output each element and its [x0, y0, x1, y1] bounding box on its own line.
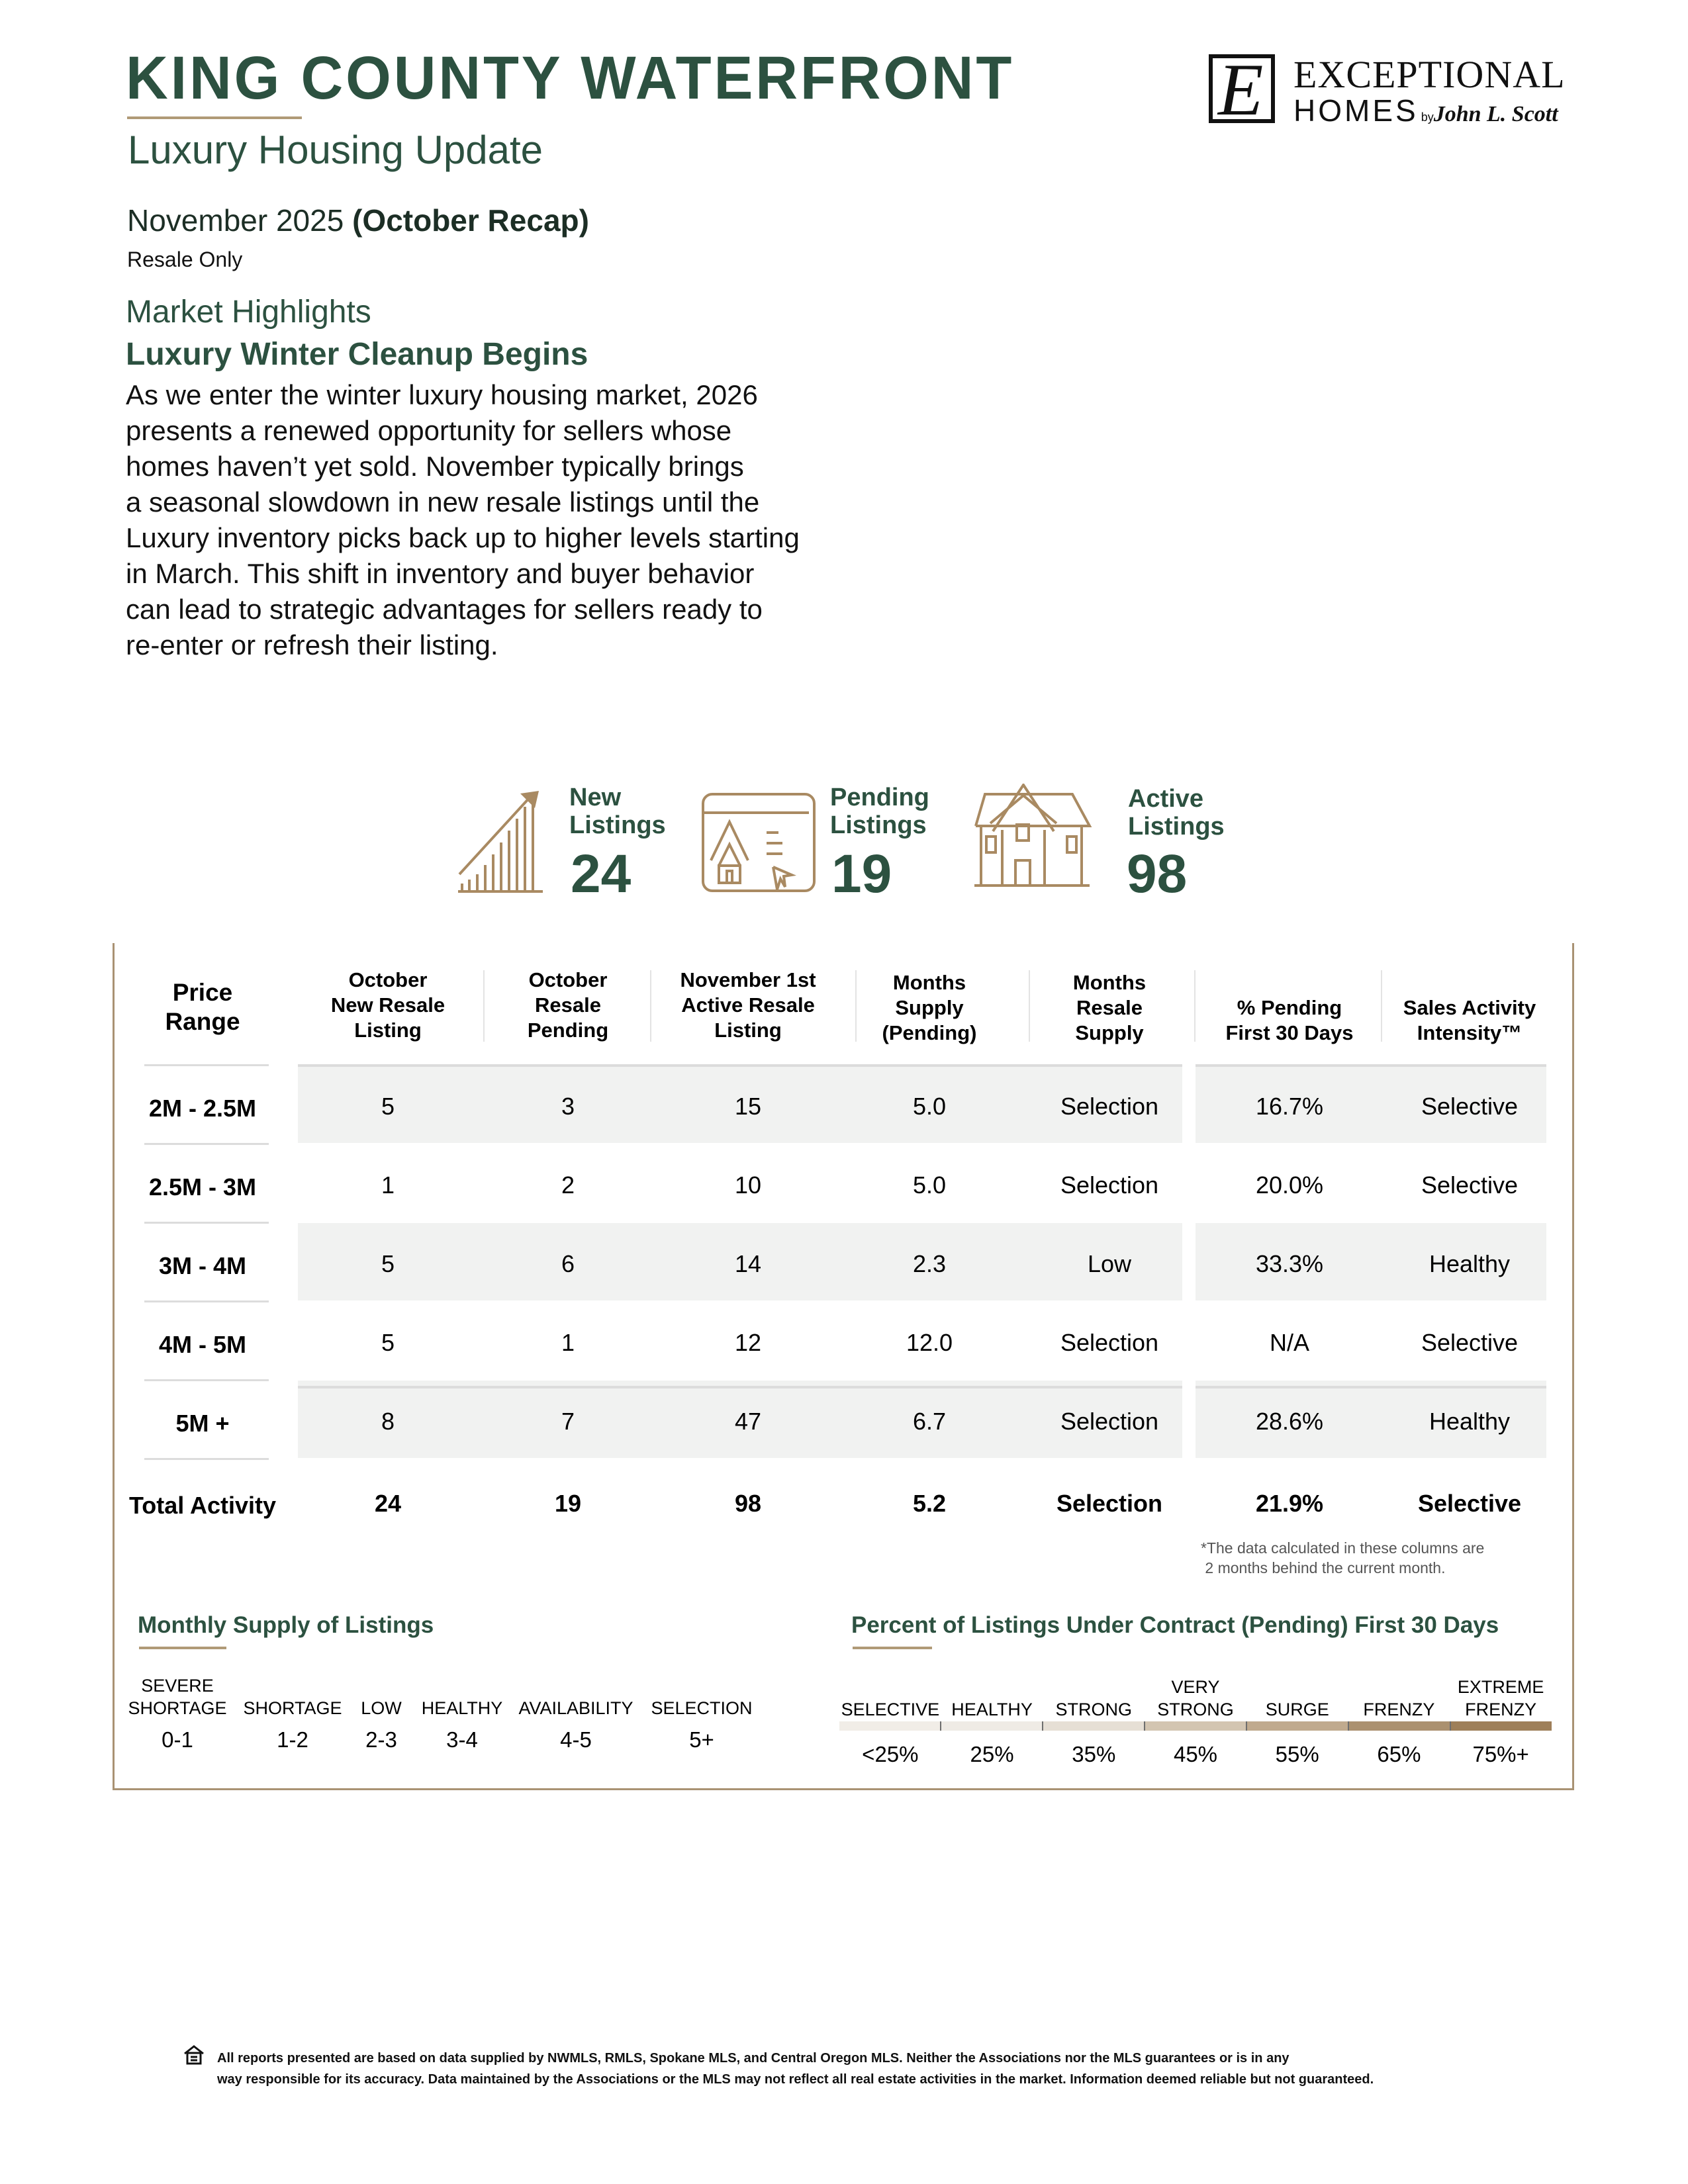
monthly-supply-title: Monthly Supply of Listings	[138, 1612, 434, 1638]
table-cell: 2.3	[912, 1250, 947, 1277]
column-header-line: Active Resale	[681, 993, 815, 1017]
pct-level-range: 55%	[1275, 1742, 1319, 1766]
column-separator	[650, 970, 651, 1042]
stat-new-label	[569, 784, 666, 839]
report-month: November 2025	[127, 203, 344, 238]
total-cell: 5.2	[912, 1490, 947, 1517]
column-separator	[1194, 970, 1196, 1042]
supply-level-label	[422, 1697, 503, 1719]
stat-label-line: New	[569, 784, 622, 811]
supply-level-label-line: SHORTAGE	[128, 1698, 227, 1718]
column-header	[642, 968, 854, 1043]
column-header-line: Months	[1072, 971, 1147, 994]
highlight-body	[126, 377, 841, 663]
stat-active-value: 98	[1127, 844, 1188, 904]
pct-level-label-line: SELECTIVE	[841, 1700, 940, 1719]
total-cell: Selective	[1417, 1490, 1522, 1517]
footnote-line: 2 months behind the current month.	[1201, 1559, 1446, 1576]
pending-pct-title: Percent of Listings Under Contract (Pending) First 30 Days	[851, 1612, 1499, 1638]
column-header-line: First 30 Days	[1225, 1021, 1354, 1044]
scale-segment	[1348, 1721, 1450, 1731]
table-bottom-rule	[1196, 1386, 1546, 1388]
table-cell: 47	[734, 1408, 762, 1435]
price-range: 4M - 5M	[158, 1331, 247, 1358]
body-line: can lead to strategic advantages for sellers ready to	[126, 594, 763, 625]
supply-level-label	[243, 1697, 342, 1719]
footnote-line: *The data calculated in these columns are	[1201, 1539, 1485, 1557]
supply-level-range: 1-2	[277, 1727, 308, 1752]
pct-level-label	[1157, 1676, 1234, 1721]
supply-level-range: 5+	[689, 1727, 714, 1752]
house-on-screen-icon	[700, 792, 820, 895]
table-cell: 12.0	[906, 1329, 953, 1356]
supply-level-label-line: SELECTION	[651, 1698, 753, 1718]
pct-level-range: 75%+	[1472, 1742, 1529, 1766]
pct-level-range: 25%	[970, 1742, 1014, 1766]
total-cell: Selection	[1056, 1490, 1163, 1517]
column-header-line: Listing	[714, 1019, 782, 1042]
table-cell: Low	[1087, 1250, 1132, 1277]
logo-line2	[1293, 95, 1558, 126]
column-header-line: Resale	[535, 993, 601, 1017]
stat-pending-label	[830, 784, 929, 839]
logo-monogram-box	[1209, 49, 1275, 131]
pct-level-label-line: EXTREME	[1457, 1677, 1544, 1697]
pct-level-label-line: SURGE	[1265, 1700, 1329, 1719]
table-cell: 33.3%	[1255, 1250, 1324, 1277]
report-date	[127, 203, 589, 238]
table-cell: Selection	[1060, 1329, 1159, 1356]
supply-level-label	[361, 1697, 402, 1719]
body-line: homes haven’t yet sold. November typically brings	[126, 451, 744, 482]
pct-level-label-line: STRONG	[1157, 1700, 1234, 1719]
table-cell: N/A	[1269, 1329, 1310, 1356]
table-cell: Selection	[1060, 1408, 1159, 1435]
column-header-line: Resale	[1076, 996, 1143, 1019]
pct-level-label	[1458, 1676, 1544, 1721]
logo-line1: EXCEPTIONAL	[1293, 53, 1566, 96]
table-cell: 6	[561, 1250, 575, 1277]
column-header-line: Range	[165, 1008, 240, 1035]
column-header	[97, 978, 308, 1036]
table-cell: 5	[381, 1250, 395, 1277]
total-label: Total Activity	[128, 1492, 277, 1519]
table-top-rule	[298, 1064, 1182, 1067]
supply-level-label-line: LOW	[361, 1698, 402, 1718]
body-line: As we enter the winter luxury housing market, 2026	[126, 379, 758, 410]
table-cell: Healthy	[1429, 1250, 1511, 1277]
column-header-line: Sales Activity	[1403, 996, 1536, 1019]
scale-segment	[1144, 1721, 1246, 1731]
table-cell: Healthy	[1429, 1408, 1511, 1435]
section-label: Market Highlights	[126, 295, 371, 330]
pct-level-range: <25%	[862, 1742, 919, 1766]
report-recap: (October Recap)	[352, 203, 589, 238]
scale-segment	[1042, 1721, 1144, 1731]
supply-level-label	[128, 1674, 226, 1719]
body-line: in March. This shift in inventory and buyer behavior	[126, 558, 755, 589]
column-header-line: November 1st	[680, 968, 816, 991]
scale-segment	[940, 1721, 1042, 1731]
supply-level-label-line: AVAILABILITY	[518, 1698, 633, 1718]
table-cell: 20.0%	[1255, 1171, 1324, 1199]
pct-level-range: 45%	[1173, 1742, 1218, 1766]
disclaimer	[217, 2048, 1374, 2090]
supply-level-label	[651, 1697, 752, 1719]
monthly-supply-underline	[139, 1647, 226, 1649]
table-cell: Selection	[1060, 1171, 1159, 1199]
pct-level-label-line: STRONG	[1055, 1700, 1133, 1719]
table-cell: 5	[381, 1329, 395, 1356]
page-subtitle: Luxury Housing Update	[128, 128, 543, 172]
supply-level-range: 4-5	[560, 1727, 592, 1752]
range-rule	[144, 1379, 269, 1381]
table-cell: 2	[561, 1171, 575, 1199]
column-header-line: October	[348, 968, 428, 991]
column-separator	[855, 970, 857, 1042]
table-cell: 6.7	[912, 1408, 947, 1435]
pending-pct-scale-bar	[839, 1721, 1552, 1731]
column-header-line: Supply	[895, 996, 964, 1019]
range-rule	[144, 1143, 269, 1145]
column-header-line: Supply	[1075, 1021, 1144, 1044]
range-rule	[144, 1458, 269, 1460]
price-range: 5M +	[175, 1410, 230, 1437]
stat-new-value: 24	[571, 844, 632, 904]
stat-active-label	[1128, 785, 1225, 841]
price-range: 2M - 2.5M	[148, 1095, 257, 1122]
total-cell: 24	[374, 1490, 402, 1517]
total-cell: 19	[554, 1490, 582, 1517]
table-cell: Selective	[1421, 1171, 1519, 1199]
table-top-rule	[1196, 1064, 1546, 1067]
table-cell: 5.0	[912, 1093, 947, 1120]
rising-bar-chart-icon	[457, 791, 549, 897]
highlight-headline: Luxury Winter Cleanup Begins	[126, 337, 588, 372]
table-cell: 1	[561, 1329, 575, 1356]
logo-brand: John L. Scott	[1433, 102, 1558, 126]
column-header-line: Listing	[354, 1019, 422, 1042]
column-header-line: Intensity™	[1417, 1021, 1523, 1044]
disclaimer-line: way responsible for its accuracy. Data maintained by the Associations or the MLS may not reflect all real estate activities in the market. Information deemed reliable but not guaranteed.	[217, 2072, 1374, 2087]
body-line: Luxury inventory picks back up to higher levels starting	[126, 522, 800, 553]
table-cell: Selection	[1060, 1093, 1159, 1120]
logo-homes: HOMES	[1293, 93, 1419, 128]
table-cell: 14	[734, 1250, 762, 1277]
pct-level-label	[841, 1698, 940, 1721]
supply-level-label-line: SHORTAGE	[243, 1698, 342, 1718]
table-cell: 28.6%	[1255, 1408, 1324, 1435]
logo-monogram: E	[1218, 49, 1264, 131]
pct-level-label	[1266, 1698, 1329, 1721]
table-cell: 15	[734, 1093, 762, 1120]
pct-level-label	[1363, 1698, 1434, 1721]
stat-label-line: Pending	[830, 784, 929, 811]
supply-level-range: 0-1	[162, 1727, 193, 1752]
pct-level-label	[951, 1698, 1033, 1721]
supply-level-label	[518, 1697, 633, 1719]
supply-level-label-line: SEVERE	[141, 1676, 214, 1696]
house-icon	[973, 784, 1109, 889]
column-header-line: Pending	[527, 1019, 609, 1042]
table-cell: 12	[734, 1329, 762, 1356]
scale-segment	[1246, 1721, 1348, 1731]
table-cell: 10	[734, 1171, 762, 1199]
supply-level-range: 3-4	[446, 1727, 478, 1752]
table-cell: 5.0	[912, 1171, 947, 1199]
disclaimer-line: All reports presented are based on data supplied by NWMLS, RMLS, Spokane MLS, and Central Oregon MLS. Neither the Associations nor the MLS guarantees or is in any	[217, 2051, 1289, 2066]
pct-level-label-line: FRENZY	[1363, 1700, 1435, 1719]
table-cell: 16.7%	[1255, 1093, 1324, 1120]
supply-level-label-line: HEALTHY	[421, 1698, 503, 1718]
pct-level-range: 35%	[1072, 1742, 1116, 1766]
range-rule	[144, 1222, 269, 1224]
column-header-line: (Pending)	[882, 1021, 977, 1044]
column-header-line: October	[528, 968, 608, 991]
range-rule	[144, 1064, 269, 1066]
stat-pending-value: 19	[831, 844, 892, 904]
scale-segment	[839, 1721, 940, 1731]
table-cell: 1	[381, 1171, 395, 1199]
pct-level-range: 65%	[1377, 1742, 1421, 1766]
table-cell: Selective	[1421, 1329, 1519, 1356]
stat-label-line: Active	[1128, 785, 1204, 813]
title-underline	[127, 116, 302, 119]
exceptional-homes-logo	[1209, 49, 1566, 131]
total-cell: 98	[734, 1490, 762, 1517]
table-cell: 5	[381, 1093, 395, 1120]
column-separator	[483, 970, 485, 1042]
body-line: a seasonal slowdown in new resale listings until the	[126, 486, 760, 518]
page-title: KING COUNTY WATERFRONT	[126, 44, 1015, 112]
price-range: 3M - 4M	[158, 1252, 247, 1279]
pct-level-label-line: FRENZY	[1465, 1700, 1537, 1719]
body-line: re-enter or refresh their listing.	[126, 629, 498, 660]
stat-label-line: Listings	[830, 811, 927, 839]
column-header	[1364, 995, 1575, 1046]
stat-label-line: Listings	[1128, 813, 1225, 841]
table-cell: 3	[561, 1093, 575, 1120]
column-header-line: New Resale	[330, 993, 445, 1017]
resale-note: Resale Only	[127, 248, 243, 271]
total-cell: 21.9%	[1255, 1490, 1324, 1517]
column-header-line: % Pending	[1237, 996, 1342, 1019]
table-cell: Selective	[1421, 1093, 1519, 1120]
table-cell: 8	[381, 1408, 395, 1435]
column-separator	[1381, 970, 1382, 1042]
table-bottom-rule	[298, 1386, 1182, 1388]
pct-level-label-line: HEALTHY	[951, 1700, 1033, 1719]
table-footnote	[1201, 1538, 1484, 1578]
pct-level-label	[1056, 1698, 1133, 1721]
pending-pct-underline	[853, 1647, 932, 1649]
equal-housing-icon	[183, 2045, 205, 2065]
price-range: 2.5M - 3M	[148, 1173, 257, 1201]
column-header-line: Price	[172, 979, 233, 1006]
pct-level-label-line: VERY	[1171, 1677, 1220, 1697]
column-header-line: Months	[892, 971, 966, 994]
table-cell: 7	[561, 1408, 575, 1435]
supply-level-range: 2-3	[365, 1727, 397, 1752]
range-rule	[144, 1300, 269, 1302]
column-separator	[1029, 970, 1030, 1042]
stat-label-line: Listings	[569, 811, 666, 839]
body-line: presents a renewed opportunity for sellers whose	[126, 415, 732, 446]
scale-segment	[1450, 1721, 1552, 1731]
logo-by: by	[1421, 111, 1434, 124]
